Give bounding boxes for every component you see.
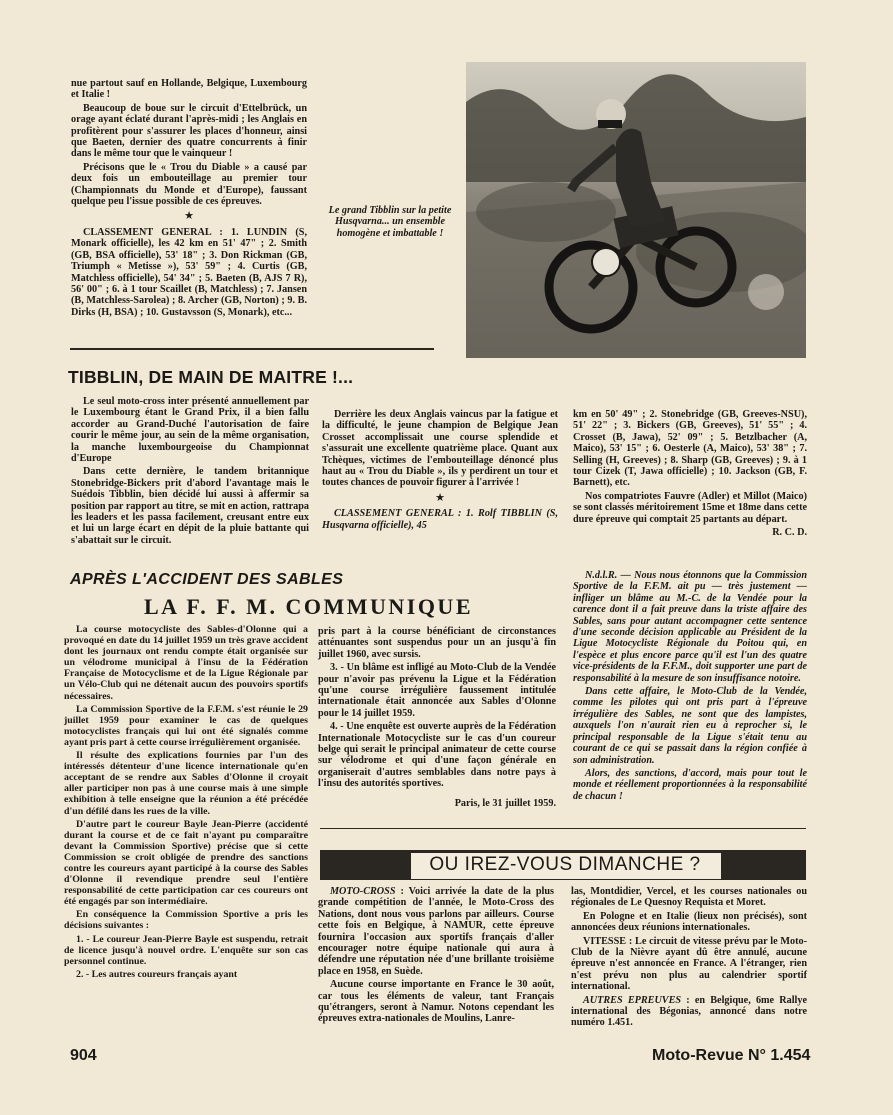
- ffm-column-1: [64, 624, 308, 982]
- separator-star: ★: [435, 491, 445, 504]
- tibblin-column-1: [71, 396, 309, 548]
- paragraph: nue partout sauf en Hollande, Belgique, Luxembourg et Italie !: [71, 78, 307, 101]
- classement-tibblin: CLASSEMENT GENERAL : 1. Rolf TIBBLIN (S, Husqvarna officielle), 45: [322, 508, 558, 531]
- paragraph: Le seul moto-cross inter présenté annuellement par le Luxembourg étant le Grand Prix, il a bien fallu accorder au Grand-Duché l'autorisation de faire courir le même jour, au sein de la même organisation, la manche luxembourgeoise du Championnat d'Europe: [71, 396, 309, 465]
- motocross-photo: [466, 62, 806, 358]
- paragraph: km en 50' 49" ; 2. Stonebridge (GB, Greeves-NSU), 51' 22" ; 3. Bickers (GB, Greeves), 51' 55" ; 4. Crosset (B, Jawa), 52' 09" ; 5. Betzlbacher (A, Maico), 53' 15" ; 6. Oesterle (A, Maico), 53' 38" ; 7. Selling (H, Greeves) ; 8. Sharp (GB, Greeves) ; 9. à 1 tour Cizek (T, Jawa officielle) ; 10. Jackson (GB, F. Barnett), etc.: [573, 409, 807, 489]
- paragraph-text: : en Belgique, 6me Rallye international des Bégonias, annoncé dans notre numéro 1.451.: [571, 994, 807, 1029]
- paragraph: Dans cette affaire, le Moto-Club de la Vendée, comme les pilotes qui ont pris part à l'épreuve irrégulière des Sables, ne sont que des lampistes, auxquels l'on n'aurait rien eu à reprocher si, le principal responsable de la Ligue s'était tenu au courant de ce qui se passait dans la région confiée à son administration.: [573, 686, 807, 766]
- tibblin-column-2: [322, 409, 558, 533]
- paragraph: Précisons que le « Trou du Diable » a causé par deux fois un embouteillage au premier tour (Championnats du Monde et d'Europe), faussant quelque peu l'issue possible de ces épreuves.: [71, 161, 307, 208]
- magazine-issue: Moto-Revue N° 1.454: [652, 1047, 811, 1064]
- paragraph: Nos compatriotes Fauvre (Adler) et Millot (Maico) se sont classés méritoirement 15me et 18me dans cette dure épreuve qui comptait 25 partants au départ.: [573, 490, 807, 525]
- section-divider: [70, 348, 434, 350]
- ffm-editor-note-column: [573, 570, 807, 804]
- paragraph: Beaucoup de boue sur le circuit d'Ettelbrück, un orage ayant éclaté durant l'après-midi ; les Anglais en profitèrent pour s'assurer les places d'honneur, ainsi que Baeten, dernier des quatre concurrents à finir dans le même tour que le vainqueur !: [71, 102, 307, 160]
- paragraph: 4. - Une enquête est ouverte auprès de la Fédération Internationale Motocycliste sur le cas d'un coureur belge qui serait le principal animateur de cette course sur vélodrome et qui d'une façon générale en organiserait d'autres semblables dans notre pays à l'insu des autorités sportives.: [318, 721, 556, 790]
- author-signature: R. C. D.: [772, 527, 807, 539]
- paragraph: 2. - Les autres coureurs français ayant: [76, 968, 238, 980]
- paragraph-text: : Le circuit de vitesse prévu par le Moto-Club de la Nièvre ayant dû être annulé, aucune épreuve n'est annoncée en France. A l'étranger, rien n'est prévu non plus au calendrier sportif international.: [571, 935, 807, 993]
- dateline: Paris, le 31 juillet 1959.: [454, 797, 556, 809]
- section-label: VITESSE: [583, 935, 627, 947]
- paragraph: Alors, des sanctions, d'accord, mais pour tout le monde et réellement proportionnées à la responsabilité de chacun !: [573, 767, 807, 802]
- ffm-kicker: APRÈS L'ACCIDENT DES SABLES: [70, 571, 344, 588]
- paragraph: Derrière les deux Anglais vaincus par la fatigue et la difficulté, le jeune champion de Belgique Jean Crosset accomplissait une course splendide et s'assurait une excellente quatrième place. Quant aux Tchèques, victimes de l'embouteillage dénoncé plus haut au « Trou du Diable », ils y perdirent un tour et toutes chances de pouvoir figurer à l'arrivée !: [322, 409, 558, 489]
- paragraph: [571, 936, 807, 993]
- section-label: MOTO-CROSS: [330, 886, 396, 897]
- tibblin-column-3: [573, 409, 807, 538]
- paragraph: [318, 886, 554, 977]
- ffm-heading: LA F. F. M. COMMUNIQUE: [144, 594, 473, 619]
- paragraph: pris part à la course bénéficiant de circonstances atténuantes sont suspendus pour un an jusqu'à fin juillet 1960, avec sursis.: [318, 626, 556, 660]
- paragraph: Aucune course importante en France le 30 août, car tous les éléments de valeur, tant Français qu'étrangers, seront à Namur. Notons cependant les épreuves extra-nationales de Moulins, Lanre-: [318, 979, 554, 1025]
- paragraph: 1. - Le coureur Jean-Pierre Bayle est suspendu, retrait de licence jusqu'à nouvel ordre. L'enquête sur son cas personnel continue.: [64, 933, 308, 967]
- photo-caption: Le grand Tibblin sur la petite Husqvarna... un ensemble homogène et imbattable !: [328, 205, 452, 239]
- paragraph-text: : Voici arrivée la date de la plus grande compétition de l'année, le Moto-Cross des Nations, dont nous vous parlons par ailleurs. Course cette fois en Belgique, à NAMUR, cette épreuve fournira l'occasion aux sportifs français d'aller encourager notre équipe nationale qui aura à défendre une réputation née d'une brillante troisième place en 1958, en Suède.: [318, 886, 554, 977]
- paragraph: La course motocycliste des Sables-d'Olonne qui a provoqué en date du 14 juillet 1959 un très grave accident dont les journaux ont rendu compte était organisée sur un vélodrome municipal à l'insu de la Fédération Française de Motocyclisme et de la Ligue Régionale par un Vélo-Club qui ne détenait aucun des pouvoirs sportifs nécessaires.: [64, 624, 308, 702]
- classement-lundin: CLASSEMENT GENERAL : 1. LUNDIN (S, Monark officielle), les 42 km en 51' 47" ; 2. Smith (GB, BSA officielle), 53' 18" ; 3. Don Rickman (GB, Triumph « Metisse »), 53' 59" ; 4. Curtis (GB, Matchless officielle), 54' 34" ; 5. Baeten (B, AJS 7 R), 56' 00" ; 6. à 1 tour Scaillet (B, Matchless) ; 7. Jansen (B, Matchless-Sarolea) ; 8. Archer (GB, Norton) ; 9. B. Dirks (H, BSA) ; 10. Gustavsson (S, Monark), etc...: [71, 226, 307, 318]
- page-number: 904: [70, 1047, 97, 1064]
- paragraph: N.d.l.R. — Nous nous étonnons que la Commission Sportive de la F.F.M. ait pu — très justement — infliger un blâme au M.-C. de la Vendée pour la carence dont il a fait preuve dans la triste affaire des Sables, sans pour autant accompagner cette sentence d'une seconde décision applicable au Président de la Ligue Motocycliste Régionale du Poitou qui, en l'espèce et plus encore parce qu'il est l'un des quatre vice-présidents de la F.F.M., doit supporter une part de responsabilité à la mesure de son insuffisance notoire.: [573, 570, 807, 684]
- dimanche-heading: OU IREZ-VOUS DIMANCHE ?: [429, 854, 701, 875]
- separator-star: ★: [184, 210, 194, 223]
- ffm-column-2: [318, 626, 556, 809]
- motocross-rider-photo-icon: [466, 62, 806, 358]
- section-divider: [320, 828, 806, 829]
- paragraph: D'autre part le coureur Bayle Jean-Pierre (accidenté durant la course et de ce fait n'ayant pu comparaître devant la Commission Sportive) précise que si cette Commission se croit obligée de prendre des sanctions contre les coureurs ayant participé à la course des Sables d'Olonne il revendique prendre seul l'entière responsabilité de cette participation car ces coureurs ont été engagés par son intermédiaire.: [64, 818, 308, 908]
- paragraph: En Pologne et en Italie (lieux non précisés), sont annoncées deux réunions internationales.: [571, 910, 807, 934]
- paragraph: las, Montdidier, Vercel, et les courses nationales ou régionales de Le Quesnoy Requista et Moret.: [571, 886, 807, 909]
- paragraph: 3. - Un blâme est infligé au Moto-Club de la Vendée pour n'avoir pas prévenu la Ligue et la Fédération qu'une course irrégulière faussement intitulée internationale était annoncée aux Sables d'Olonne pour le 14 juillet 1959.: [318, 662, 556, 719]
- dimanche-column-2: [571, 886, 807, 1031]
- paragraph: Dans cette dernière, le tandem britannique Stonebridge-Bickers prit d'abord l'avantage mais le Suédois Tibblin, bien décidé lui aussi à affermir sa position par rapport au titre, se mit en action, rattrapa les leaders et les passa facilement, creusant entre eux et lui un large écart en dépit de la pluie battante qui s'abattait sur le circuit.: [71, 466, 309, 546]
- paragraph: Il résulte des explications fournies par l'un des intéressés détenteur d'une licence internationale qu'en acceptant de se rendre aux Sables d'Olonne il croyait aller participer non pas à une course mais à une simple exhibition à telle enseigne que la réunion a été précédée d'un défilé dans les rues de la ville.: [64, 750, 308, 817]
- tibblin-heading: TIBBLIN, DE MAIN DE MAITRE !...: [68, 367, 354, 387]
- paragraph: [571, 995, 807, 1029]
- section-label: AUTRES EPREUVES: [583, 994, 682, 1006]
- dimanche-column-1: [318, 886, 554, 1027]
- lundin-article-column: [71, 78, 307, 320]
- paragraph: La Commission Sportive de la F.F.M. s'est réunie le 29 juillet 1959 pour examiner le cas de quelques motocyclistes français qui lui ont été signalés comme ayant pris part à cette course irrégulièrement organisée.: [64, 703, 308, 748]
- paragraph: En conséquence la Commission Sportive a pris les décisions suivantes :: [64, 909, 308, 932]
